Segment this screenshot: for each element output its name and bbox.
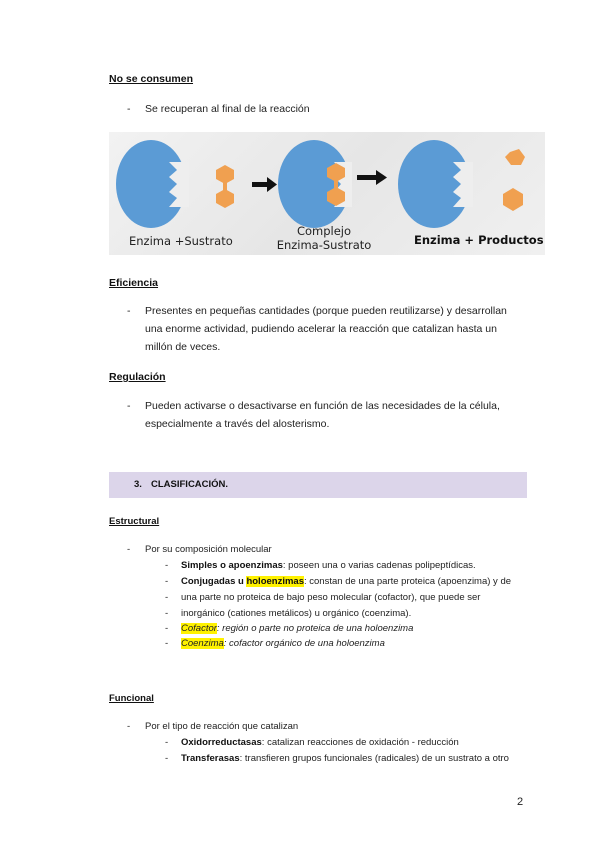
section-number: 3. bbox=[134, 479, 142, 490]
list-dash: - bbox=[165, 592, 169, 603]
list-item: Por el tipo de reacción que catalizan bbox=[145, 721, 299, 732]
enzyme-shape bbox=[278, 140, 352, 228]
substrate-shape bbox=[216, 165, 234, 208]
heading-estructural: Estructural bbox=[109, 516, 160, 527]
list-item-conjugadas: Conjugadas u holoenzimas: constan de una parte proteica (apoenzima) y de bbox=[181, 576, 512, 587]
list-item-conjugadas-cont: una parte no proteica de bajo peso molecular (cofactor), que puede ser bbox=[181, 592, 481, 603]
list-dash: - bbox=[165, 608, 169, 619]
list-dash: - bbox=[127, 400, 131, 412]
figure-label-complejo: Complejo Enzima-Sustrato bbox=[276, 224, 372, 252]
paragraph-regulacion: Pueden activarse o desactivarse en función de las necesidades de la célula, especialmente a través del alosterismo. bbox=[145, 400, 500, 430]
list-dash: - bbox=[165, 623, 169, 634]
heading-no-se-consumen: No se consumen bbox=[109, 73, 194, 85]
list-dash: - bbox=[165, 737, 169, 748]
figure-label-enzima-sustrato: Enzima +Sustrato bbox=[129, 234, 233, 248]
list-item: Se recuperan al final de la reacción bbox=[145, 103, 310, 115]
list-dash: - bbox=[127, 544, 131, 555]
list-item-cofactor: Cofactor: región o parte no proteica de una holoenzima bbox=[181, 623, 414, 634]
figure-label-enzima-productos: Enzima + Productos bbox=[414, 233, 544, 247]
list-item-oxidorreductasas: Oxidorreductasas: catalizan reacciones de oxidación - reducción bbox=[181, 737, 459, 748]
arrow-icon bbox=[357, 170, 387, 185]
heading-regulacion: Regulación bbox=[109, 371, 166, 383]
enzyme-shape bbox=[116, 140, 189, 228]
list-dash: - bbox=[165, 753, 169, 764]
list-dash: - bbox=[165, 576, 169, 587]
list-dash: - bbox=[127, 721, 131, 732]
page-number: 2 bbox=[517, 796, 524, 808]
enzyme-shape bbox=[398, 140, 473, 228]
list-item-coenzima: Coenzima: cofactor orgánico de una holoenzima bbox=[181, 638, 385, 649]
list-dash: - bbox=[127, 305, 131, 317]
paragraph-eficiencia: Presentes en pequeñas cantidades (porque pueden reutilizarse) y desarrollan una enorme actividad, pudiendo acelerar la reacción que catalizan hasta un millón de veces. bbox=[145, 305, 507, 353]
enzyme-substrate-figure bbox=[109, 132, 545, 255]
section-title: CLASIFICACIÓN. bbox=[151, 479, 229, 490]
arrow-icon bbox=[252, 177, 277, 192]
product-shape bbox=[503, 149, 525, 211]
list-item-transferasas: Transferasas: transfieren grupos funcionales (radicales) de un sustrato a otro bbox=[181, 753, 509, 764]
list-item: Por su composición molecular bbox=[145, 544, 272, 555]
heading-eficiencia: Eficiencia bbox=[109, 277, 159, 289]
heading-funcional: Funcional bbox=[109, 693, 154, 704]
list-dash: - bbox=[165, 638, 169, 649]
list-dash: - bbox=[127, 103, 131, 115]
list-item-simples: Simples o apoenzimas: poseen una o varias cadenas polipeptídicas. bbox=[181, 560, 476, 571]
list-dash: - bbox=[165, 560, 169, 571]
list-item-conjugadas-cont: inorgánico (cationes metálicos) u orgánico (coenzima). bbox=[181, 608, 412, 619]
section-header-clasificacion bbox=[109, 472, 527, 498]
